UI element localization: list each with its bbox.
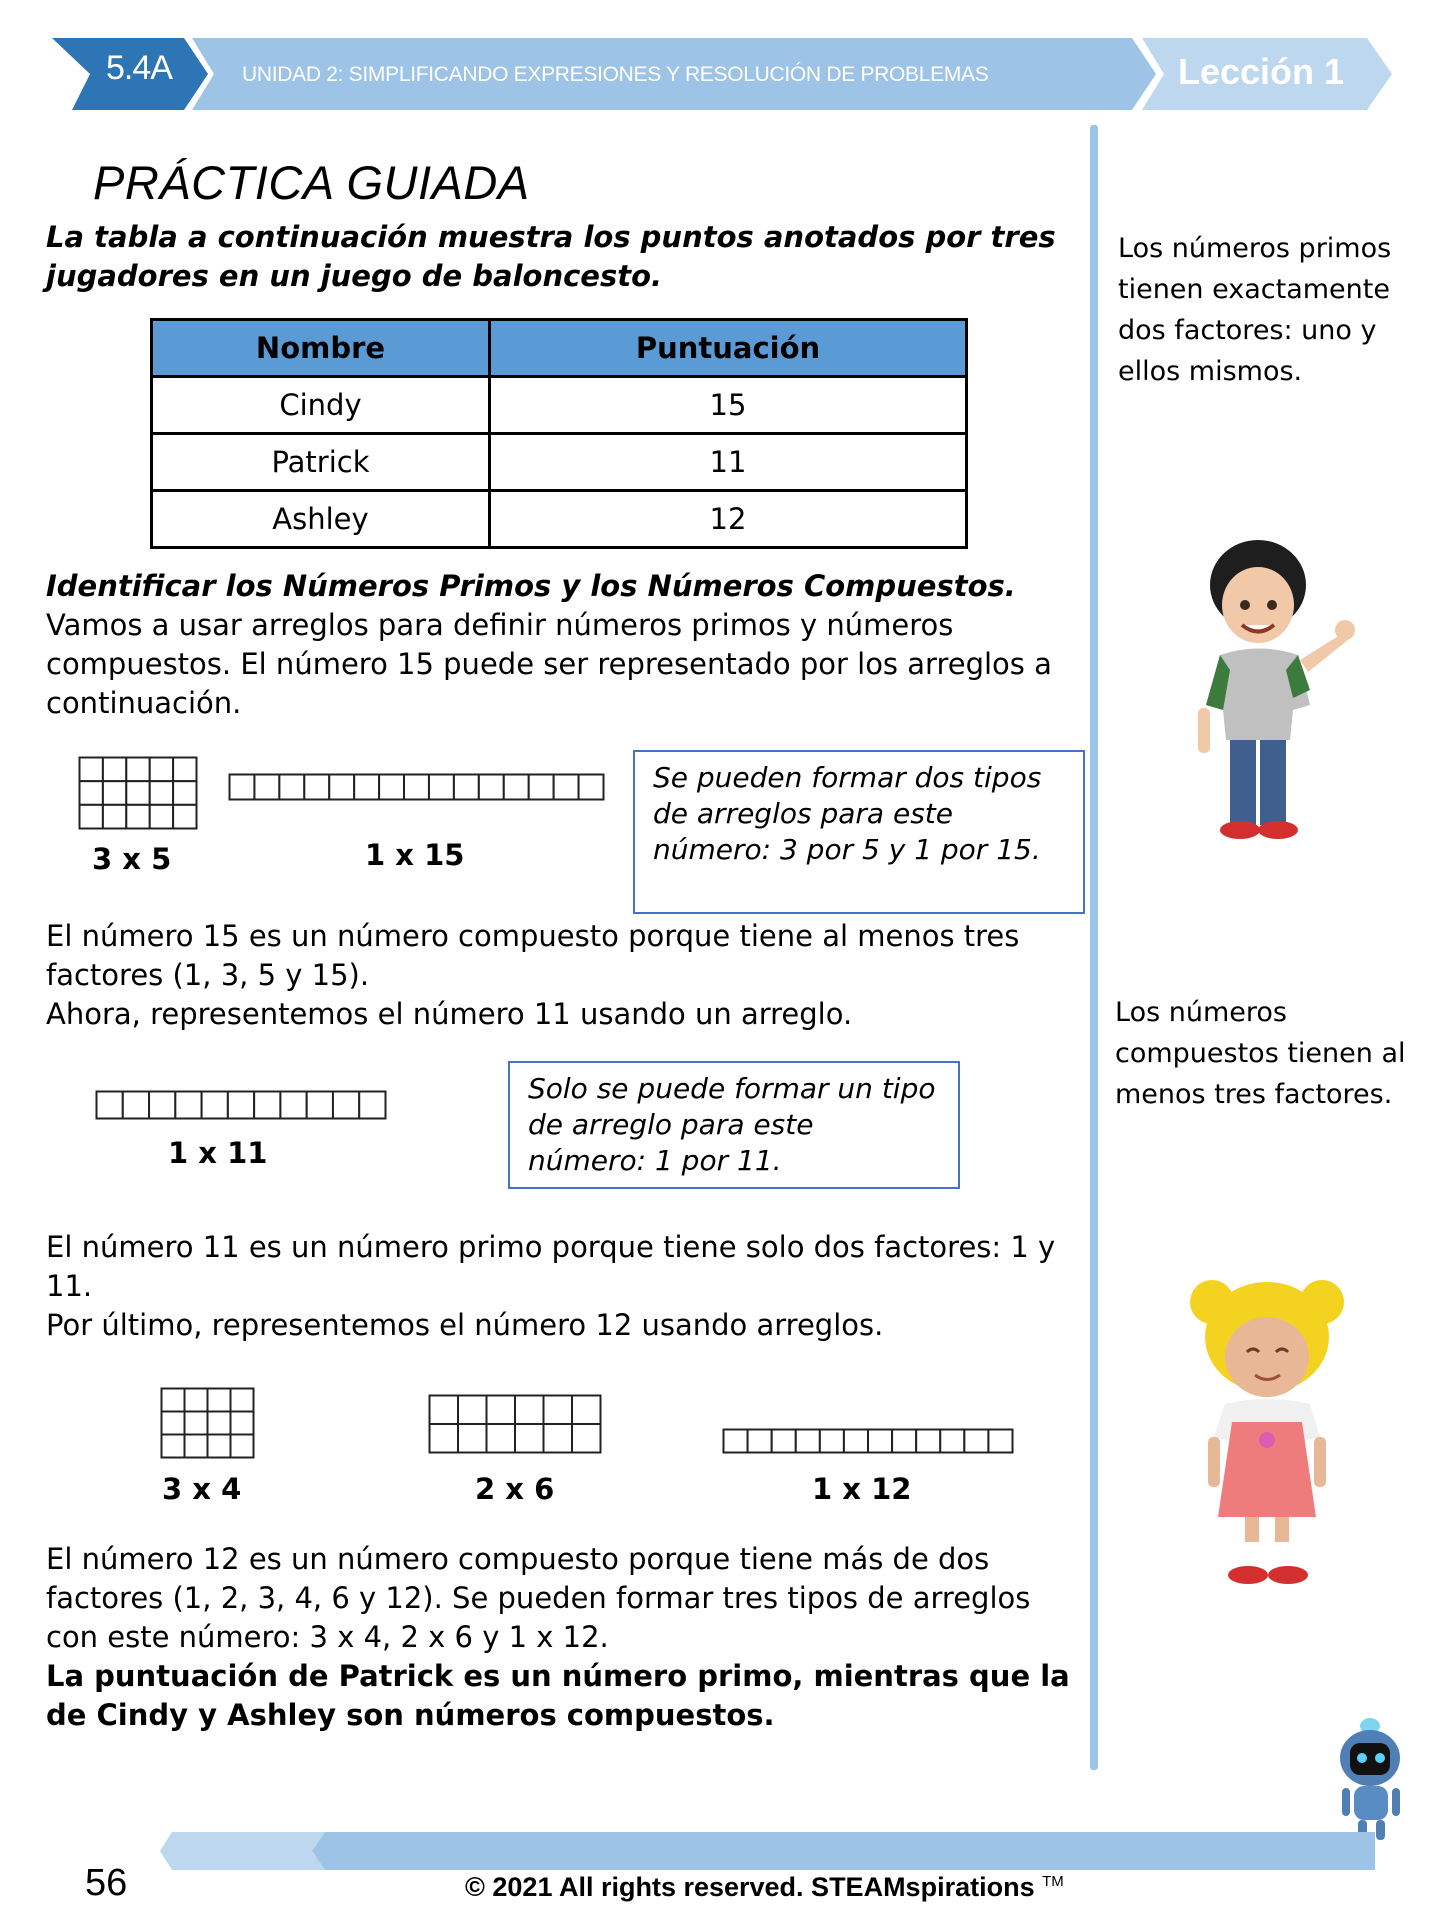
array-cell bbox=[796, 1430, 820, 1453]
array-cell bbox=[103, 781, 126, 805]
cell-name: Patrick bbox=[152, 434, 490, 491]
array-cell bbox=[103, 758, 126, 782]
array-cell bbox=[175, 1092, 201, 1119]
paragraph-11 bbox=[46, 1228, 1086, 1345]
array-cell bbox=[150, 805, 173, 829]
array-cell bbox=[454, 775, 479, 800]
array-cell bbox=[572, 1396, 601, 1425]
table-header-row bbox=[152, 320, 967, 377]
array-cell bbox=[504, 775, 529, 800]
array-cell bbox=[458, 1396, 487, 1425]
array-3x4 bbox=[160, 1387, 255, 1459]
side-note-composites: Los números compuestos tienen al menos tres factores. bbox=[1115, 997, 1406, 1110]
array-cell bbox=[231, 1389, 254, 1412]
array-cell bbox=[724, 1430, 748, 1453]
array-cell bbox=[162, 1389, 185, 1412]
array-cell bbox=[333, 1092, 359, 1119]
array-label-1x12: 1 x 12 bbox=[812, 1472, 912, 1506]
cell-score: 11 bbox=[490, 434, 967, 491]
paragraph-12 bbox=[46, 1540, 1086, 1735]
intro-text: La tabla a continuación muestra los puntos anotados por tres jugadores en un juego de baloncesto. bbox=[46, 220, 1056, 293]
array-cell bbox=[359, 1092, 385, 1119]
footer-band-main bbox=[312, 1832, 1375, 1870]
scores-table bbox=[150, 318, 968, 549]
array-cell bbox=[162, 1435, 185, 1458]
column-divider bbox=[1090, 125, 1098, 1770]
array-cell bbox=[529, 775, 554, 800]
array-cell bbox=[772, 1430, 796, 1453]
side-note-primes: Los números primos tienen exactamente dos factores: uno y ellos mismos. bbox=[1118, 233, 1392, 387]
array-cell bbox=[429, 775, 454, 800]
array-label-3x5: 3 x 5 bbox=[92, 842, 172, 876]
array-cell bbox=[544, 1396, 573, 1425]
array-cell bbox=[185, 1389, 208, 1412]
cell-name: Cindy bbox=[152, 377, 490, 434]
array-cell bbox=[404, 775, 429, 800]
table-row bbox=[152, 434, 967, 491]
array-cell bbox=[579, 775, 604, 800]
copyright-text bbox=[465, 1872, 1064, 1903]
array-1x15 bbox=[228, 773, 605, 801]
array-1x12 bbox=[722, 1428, 1014, 1454]
array-label-3x4: 3 x 4 bbox=[162, 1472, 242, 1506]
text-15: El número 15 es un número compuesto porque tiene al menos tres factores (1, 3, 5 y 15). bbox=[46, 919, 1020, 992]
footer-band bbox=[160, 1832, 1375, 1870]
cell-score: 12 bbox=[490, 491, 967, 548]
standard-code: 5.4A bbox=[106, 49, 172, 87]
cell-score: 15 bbox=[490, 377, 967, 434]
array-cell bbox=[126, 781, 149, 805]
array-3x5 bbox=[78, 756, 198, 830]
array-cell bbox=[208, 1435, 231, 1458]
array-cell bbox=[430, 1396, 459, 1425]
array-cell bbox=[515, 1424, 544, 1453]
array-cell bbox=[185, 1435, 208, 1458]
note-box-11: Solo se puede formar un tipo de arreglo para este número: 1 por 11. bbox=[508, 1061, 960, 1189]
copyright-label: © 2021 All rights reserved. STEAMspirations bbox=[465, 1872, 1035, 1902]
array-cell bbox=[150, 781, 173, 805]
array-cell bbox=[515, 1396, 544, 1425]
table-row bbox=[152, 491, 967, 548]
array-cell bbox=[185, 1412, 208, 1435]
array-cell bbox=[572, 1424, 601, 1453]
array-1x11 bbox=[95, 1090, 387, 1120]
array-cell bbox=[554, 775, 579, 800]
array-cell bbox=[458, 1424, 487, 1453]
array-label-1x11: 1 x 11 bbox=[168, 1136, 268, 1170]
array-cell bbox=[231, 1412, 254, 1435]
array-cell bbox=[307, 1092, 333, 1119]
array-cell bbox=[208, 1412, 231, 1435]
note-box-15: Se pueden formar dos tipos de arreglos para este número: 3 por 5 y 1 por 15. bbox=[633, 750, 1085, 914]
array-cell bbox=[544, 1424, 573, 1453]
array-cell bbox=[202, 1092, 228, 1119]
array-cell bbox=[150, 758, 173, 782]
robot-character-icon bbox=[1328, 1716, 1418, 1846]
array-cell bbox=[254, 1092, 280, 1119]
array-cell bbox=[280, 1092, 306, 1119]
array-cell bbox=[892, 1430, 916, 1453]
page-number: 56 bbox=[85, 1862, 128, 1904]
array-cell bbox=[379, 775, 404, 800]
array-cell bbox=[80, 805, 103, 829]
array-label-2x6: 2 x 6 bbox=[475, 1472, 555, 1506]
array-cell bbox=[354, 775, 379, 800]
array-cell bbox=[80, 758, 103, 782]
array-cell bbox=[162, 1412, 185, 1435]
array-cell bbox=[988, 1430, 1012, 1453]
array-cell bbox=[80, 781, 103, 805]
array-cell bbox=[230, 775, 255, 800]
array-cell bbox=[254, 775, 279, 800]
unit-title: UNIDAD 2: SIMPLIFICANDO EXPRESIONES Y RESOLUCIÓN DE PROBLEMAS bbox=[242, 63, 989, 86]
array-cell bbox=[748, 1430, 772, 1453]
array-cell bbox=[820, 1430, 844, 1453]
array-cell bbox=[279, 775, 304, 800]
trademark-mark: TM bbox=[1042, 1873, 1064, 1890]
page-title: PRÁCTICA GUIADA bbox=[93, 156, 530, 209]
girl-character-icon bbox=[1190, 1272, 1360, 1592]
array-cell bbox=[329, 775, 354, 800]
array-cell bbox=[430, 1424, 459, 1453]
array-cell bbox=[916, 1430, 940, 1453]
array-cell bbox=[228, 1092, 254, 1119]
array-cell bbox=[231, 1435, 254, 1458]
array-cell bbox=[173, 805, 196, 829]
column-header-score: Puntuación bbox=[490, 320, 967, 377]
array-cell bbox=[126, 758, 149, 782]
cell-name: Ashley bbox=[152, 491, 490, 548]
array-cell bbox=[208, 1389, 231, 1412]
array-cell bbox=[103, 805, 126, 829]
array-cell bbox=[149, 1092, 175, 1119]
array-label-1x15: 1 x 15 bbox=[365, 838, 465, 872]
array-cell bbox=[868, 1430, 892, 1453]
paragraph-15 bbox=[46, 917, 1086, 1034]
array-cell bbox=[487, 1396, 516, 1425]
text-11-intro: Ahora, representemos el número 11 usando un arreglo. bbox=[46, 997, 853, 1031]
section-heading: Identificar los Números Primos y los Números Compuestos. bbox=[46, 569, 1016, 603]
boy-character-icon bbox=[1190, 530, 1380, 850]
array-cell bbox=[173, 758, 196, 782]
section-block bbox=[46, 567, 1086, 723]
section-text: Vamos a usar arreglos para definir números primos y números compuestos. El número 15 puede ser representado por los arreglos a continuación. bbox=[46, 608, 1052, 720]
array-cell bbox=[844, 1430, 868, 1453]
array-cell bbox=[123, 1092, 149, 1119]
array-cell bbox=[479, 775, 504, 800]
text-12-intro: Por último, representemos el número 12 usando arreglos. bbox=[46, 1308, 884, 1342]
array-cell bbox=[304, 775, 329, 800]
array-cell bbox=[487, 1424, 516, 1453]
text-12: El número 12 es un número compuesto porque tiene más de dos factores (1, 2, 3, 4, 6 y 12). Se pueden formar tres tipos de arreglos con este número: 3 x 4, 2 x 6 y 1 x 12. bbox=[46, 1542, 1031, 1654]
footer-band-light bbox=[160, 1832, 325, 1870]
conclusion-text: La puntuación de Patrick es un número primo, mientras que la de Cindy y Ashley son números compuestos. bbox=[46, 1659, 1070, 1732]
array-cell bbox=[173, 781, 196, 805]
text-11: El número 11 es un número primo porque tiene solo dos factores: 1 y 11. bbox=[46, 1230, 1056, 1303]
table-row bbox=[152, 377, 967, 434]
lesson-label: Lección 1 bbox=[1178, 51, 1345, 92]
array-2x6 bbox=[428, 1394, 602, 1454]
array-cell bbox=[964, 1430, 988, 1453]
array-cell bbox=[97, 1092, 123, 1119]
array-cell bbox=[940, 1430, 964, 1453]
array-cell bbox=[126, 805, 149, 829]
column-header-name: Nombre bbox=[152, 320, 490, 377]
lesson-header bbox=[52, 38, 1392, 110]
